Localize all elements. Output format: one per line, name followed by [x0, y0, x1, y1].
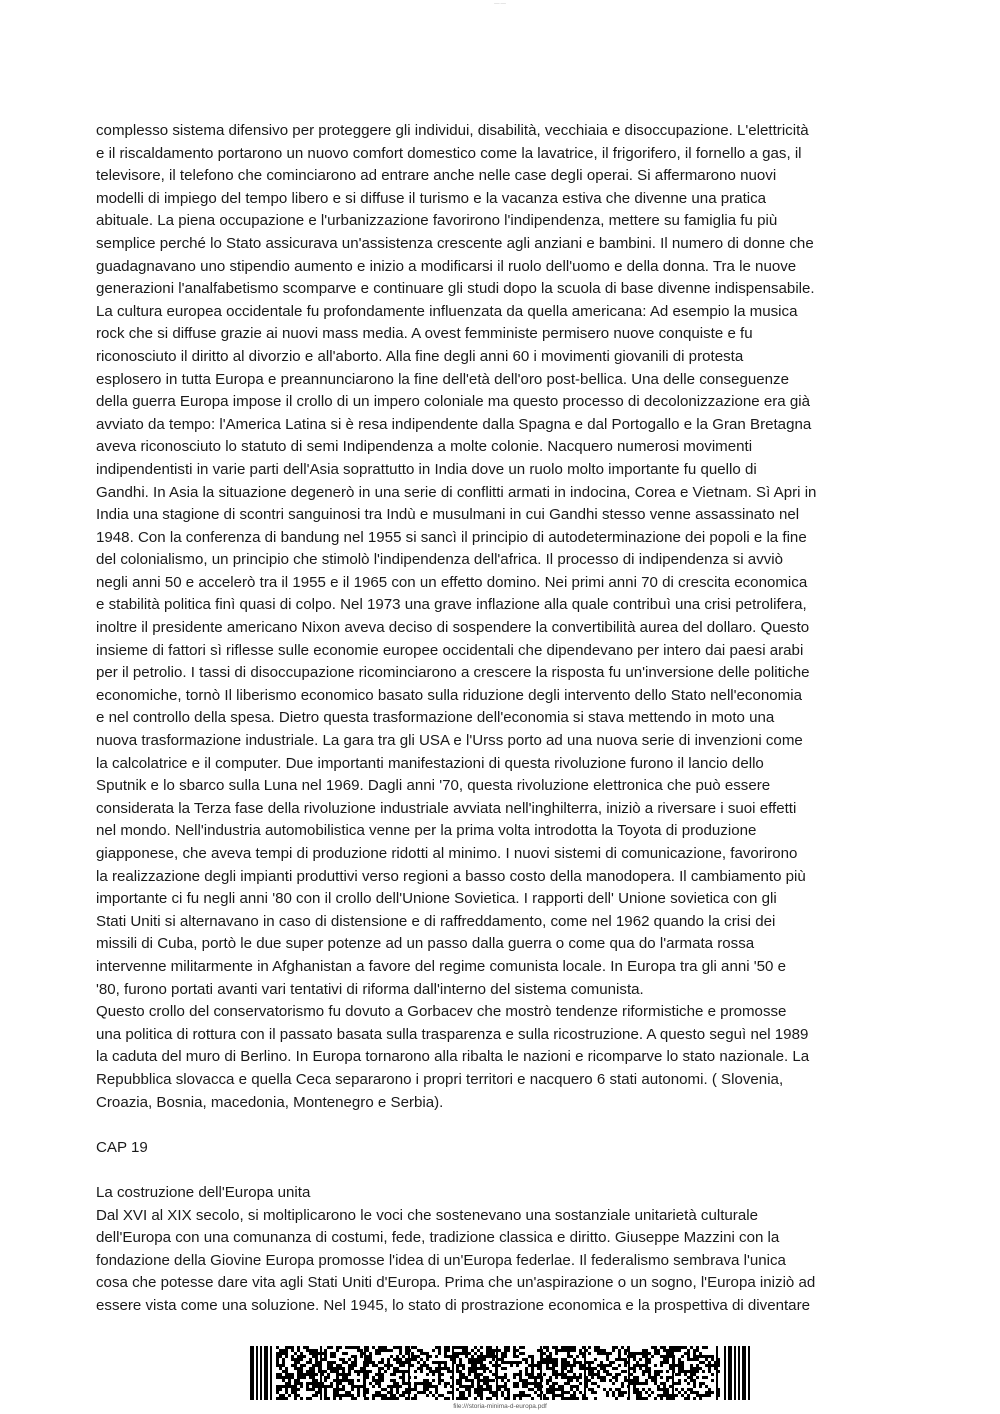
paragraph-spacer — [96, 1159, 908, 1182]
footer-file-path: file:///storia-minima-d-europa.pdf — [453, 1403, 547, 1410]
header-mark: —·— — [494, 1, 506, 7]
paragraph-spacer — [96, 1114, 908, 1137]
paragraph-european-unity: Dal XVI al XIX secolo, si moltiplicarono le voci che sostenevano una sostanziale unitarietà culturale dell'Europa con una comunanza di costumi, fede, tradizione classica e diritto. Giuseppe Mazzini con la fondazione della Giovine Europa promosse l'idea di un'Europa federlae. Il federalismo sembrava l'unica cosa che potesse dare vita agli Stati Uniti d'Europa. Prima che un'aspirazione o un sogno, l'Europa iniziò ad essere vista come una soluzione. Nel 1945, lo stato di prostrazione economica e la prospettiva di diventare — [96, 1206, 816, 1314]
section-title: La costruzione dell'Europa unita — [96, 1183, 311, 1201]
barcode-icon — [250, 1346, 750, 1400]
document-body — [96, 120, 908, 1317]
chapter-heading: CAP 19 — [96, 1138, 148, 1156]
paragraph-postwar-decolonization: complesso sistema difensivo per proteggere gli individui, disabilità, vecchiaia e disoccupazione. L'elettricità e il riscaldamento portarono un nuovo comfort domestico come la lavatrice, il frigorifero, il fornello a gas, il televisore, il telefono che cominciarono ad entrare anche nelle case degli operai. Si affermarono nuovi modelli di impiego del tempo libero e si diffuse il turismo e la vacanza estiva che divenne una pratica abituale. La piena occupazione e l'urbanizzazione favorirono l'indipendenza, mettere su famiglia fu più semplice perché lo Stato assicurava un'assistenza crescente agli anziani e bambini. Il numero di donne che guadagnavano uno stipendio aumento e inizio a modificarsi il ruolo dell'uomo e della donna. Tra le nuove generazioni l'analfabetismo scomparve e continuare gli studi dopo la scuola di base divenne indispensabile. La cultura europea occidentale fu profondamente influenzata da quella americana: Ad esempio la musica rock che si diffuse grazie ai nuovi mass media. A ovest femministe permisero nuove conquiste e fu riconosciuto il diritto al divorzio e all'aborto. Alla fine degli anni 60 i movimenti giovanili di protesta esplosero in tutta Europa e preannunciarono la fine dell'età dell'oro post-bellica. Una delle conseguenze della guerra Europa impose il crollo di un impero coloniale ma questo processo di decolonizzazione era già avviato da tempo: l'America Latina si è resa indipendente dalla Spagna e dal Portogallo e la Gran Bretagna aveva riconosciuto lo statuto di semi Indipendenza a molte colonie. Nacquero numerosi movimenti indipendentisti in varie parti dell'Asia soprattutto in India dove un ruolo molto importante fu quello di Gandhi. In Asia la situazione degenerò in una serie di conflitti armati in indocina, Corea e Vietnam. Sì Apri in India una stagione di scontri sanguinosi tra Indù e musulmani in cui Gandhi stesso venne assassinato nel 1948. Con la conferenza di bandung nel 1955 si sancì il principio di autodeterminazione dei popoli e la fine del colonialismo, un principio che stimolò l'indipendenza dell'africa. Il processo di indipendenza si avviò negli anni 50 e accelerò tra il 1955 e il 1965 con un effetto domino. Nei primi anni 70 di crescita economica e stabilità politica finì quasi di colpo. Nel 1973 una grave inflazione alla quale contribuì una crisi petrolifera, inoltre il presidente americano Nixon aveva deciso di sospendere la convertibilità aurea del dollaro. Questo insieme di fattori sì riflesse sulle economie europee occidentali che dipendevano per intero dai paesi arabi per il petrolio. I tassi di disoccupazione ricominciarono a crescere la risposta fu un'inversione delle politiche economiche, tornò Il liberismo economico basato sulla riduzione degli intervento dello Stato nell'economia e nel controllo della spesa. Dietro questa trasformazione dell'economia si stava mettendo in moto una nuova trasformazione industriale. La gara tra gli USA e l'Urss porto ad una nuova serie di invenzioni come la calcolatrice e il computer. Due importanti manifestazioni di questa rivoluzione furono il lancio dello Sputnik e lo sbarco sulla Luna nel 1969. Dagli anni '70, questa rivoluzione elettronica che può essere considerata la Terza fase della rivoluzione industriale avviata nell'inghilterra, iniziò a riversare i suoi effetti nel mondo. Nell'industria automobilistica venne per la prima volta introdotta la Toyota di produzione giapponese, che aveva tempi di produzione ridotti al minimo. I nuovi sistemi di comunicazione, favorirono la realizzazione degli impianti produttivi verso regioni a basso costo della manodopera. Il cambiamento più importante ci fu negli anni '80 con il crollo dell'Unione Sovietica. I rapporti dell' Unione sovietica con gli Stati Uniti si alternavano in caso di distensione e di raffreddamento, come nel 1962 quando la crisi dei missili di Cuba, portò le due super potenze ad un passo dalla guerra o come qua do l'armata rossa intervenne militarmente in Afghanistan a favore del regime comunista locale. In Europa tra gli anni '50 e '80, furono portati avanti vari tentativi di riforma dall'interno del sistema comunista. — [96, 122, 817, 998]
paragraph-soviet-collapse: Questo crollo del conservatorismo fu dovuto a Gorbacev che mostrò tendenze riformistiche e promosse una politica di rottura con il passato basata sulla trasparenza e sulla ricostruzione. A questo seguì nel 1989 la caduta del muro di Berlino. In Europa tornarono alla ribalta le nazioni e ricomparve lo stato nazionale. La Repubblica slovacca e quella Ceca separarono i propri territori e nacquero 6 stati autonomi. ( Slovenia, Croazia, Bosnia, macedonia, Montenegro e Serbia). — [96, 1003, 810, 1111]
